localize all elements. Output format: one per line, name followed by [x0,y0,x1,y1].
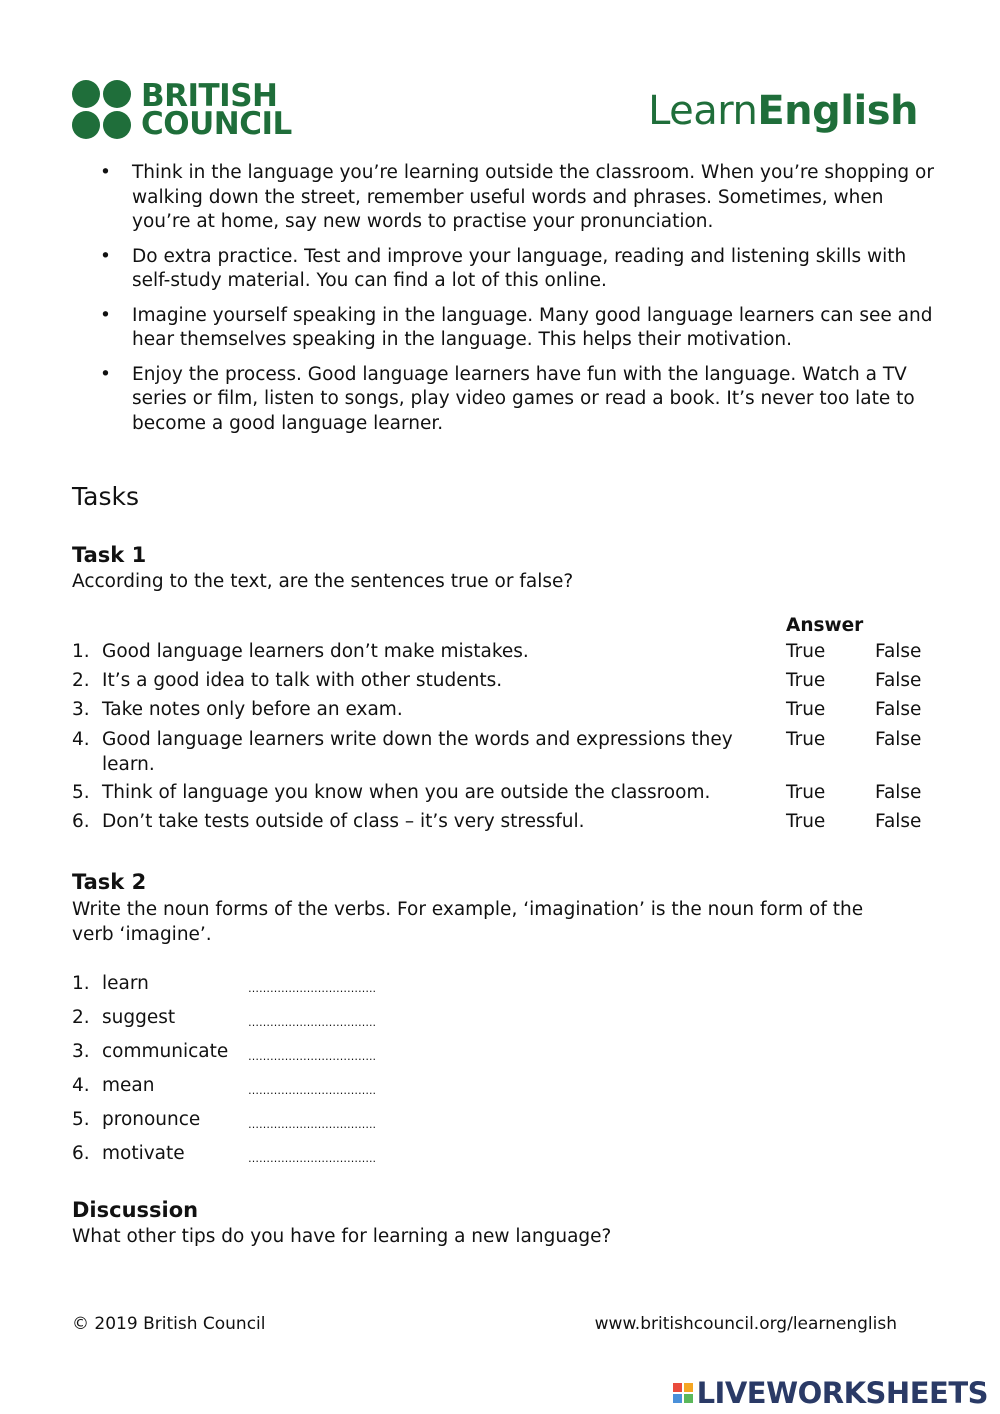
liveworksheets-logo [673,1376,988,1410]
task1-row [72,640,932,665]
task2-row [72,972,408,1002]
answer-blank[interactable]: …………………………….. [248,1152,376,1165]
discussion-question: What other tips do you have for learning a new language? [72,1226,612,1247]
verb: learn [102,973,149,994]
footer-url[interactable]: www.britishcouncil.org/learnenglish [594,1314,897,1334]
statement: Good language learners don’t make mistakes. [102,641,529,662]
statement: Think of language you know when you are outside the classroom. [102,782,711,803]
copyright-text: © 2019 British Council [72,1314,266,1334]
answer-blank[interactable]: …………………………….. [248,1118,376,1131]
row-number: 4. [72,729,90,750]
false-option[interactable]: False [875,641,922,662]
british-council-dots-icon [72,80,131,139]
british-council-logo [72,77,292,142]
answer-blank[interactable]: …………………………….. [248,1016,376,1029]
task2-row [72,1074,408,1104]
statement: Take notes only before an exam. [102,699,403,720]
answer-blank[interactable]: …………………………….. [248,982,376,995]
task1-row [72,781,932,806]
true-option[interactable]: True [786,641,826,662]
false-option[interactable]: False [875,782,922,803]
row-number: 2. [72,670,90,691]
row-number: 5. [72,782,90,803]
row-number: 3. [72,1041,90,1062]
task1-row [72,810,932,835]
task2-row [72,1108,408,1138]
row-number: 4. [72,1075,90,1096]
verb: pronounce [102,1109,201,1130]
row-number: 1. [72,973,90,994]
true-option[interactable]: True [786,729,826,750]
bullet-item: • Think in the language you’re learning outside the classroom. When you’re shopping or walking down the street, remember useful words and phrases. Sometimes, when you’re at home, say new words to practise your pronunciation. [100,161,940,235]
verb: mean [102,1075,155,1096]
task2-row [72,1006,408,1036]
task2-title: Task 2 [72,870,147,894]
false-option[interactable]: False [875,811,922,832]
true-option[interactable]: True [786,811,826,832]
task1-row [72,669,932,694]
verb: communicate [102,1041,229,1062]
row-number: 3. [72,699,90,720]
row-number: 5. [72,1109,90,1130]
liveworksheets-wordmark: LIVEWORKSHEETS [696,1376,988,1410]
bullet-item: • Do extra practice. Test and improve your language, reading and listening skills with self-study material. You can find a lot of this online. [100,245,940,294]
false-option[interactable]: False [875,729,922,750]
tips-bullet-list [100,161,940,446]
task1-title: Task 1 [72,543,147,567]
statement: Good language learners write down the words and expressions they learn. [102,729,733,775]
verb: motivate [102,1143,185,1164]
true-option[interactable]: True [786,670,826,691]
true-option[interactable]: True [786,699,826,720]
row-number: 1. [72,641,90,662]
tasks-heading: Tasks [72,482,139,511]
answer-blank[interactable]: …………………………….. [248,1050,376,1063]
statement: Don’t take tests outside of class – it’s very stressful. [102,811,585,832]
task1-instruction: According to the text, are the sentences true or false? [72,571,574,592]
verb: suggest [102,1007,176,1028]
answer-header: Answer [786,615,864,636]
learnenglish-logo: LearnEnglish [648,88,918,134]
liveworksheets-squares-icon [673,1383,693,1403]
row-number: 6. [72,811,90,832]
false-option[interactable]: False [875,699,922,720]
row-number: 2. [72,1007,90,1028]
statement: It’s a good idea to talk with other students. [102,670,503,691]
task2-row [72,1142,408,1172]
task1-row [72,698,932,723]
discussion-title: Discussion [72,1198,199,1222]
task2-row [72,1040,408,1070]
true-option[interactable]: True [786,782,826,803]
bullet-item: • Enjoy the process. Good language learners have fun with the language. Watch a TV series or film, listen to songs, play video games or read a book. It’s never too late to become a good language learner. [100,363,940,437]
row-number: 6. [72,1143,90,1164]
bullet-item: • Imagine yourself speaking in the language. Many good language learners can see and hear themselves speaking in the language. This helps their motivation. [100,304,940,353]
task1-row [72,728,932,777]
answer-blank[interactable]: …………………………….. [248,1084,376,1097]
false-option[interactable]: False [875,670,922,691]
british-council-wordmark: BRITISH COUNCIL [141,77,292,142]
task2-instruction: Write the noun forms of the verbs. For example, ‘imagination’ is the noun form of the verb ‘imagine’. [72,899,864,945]
